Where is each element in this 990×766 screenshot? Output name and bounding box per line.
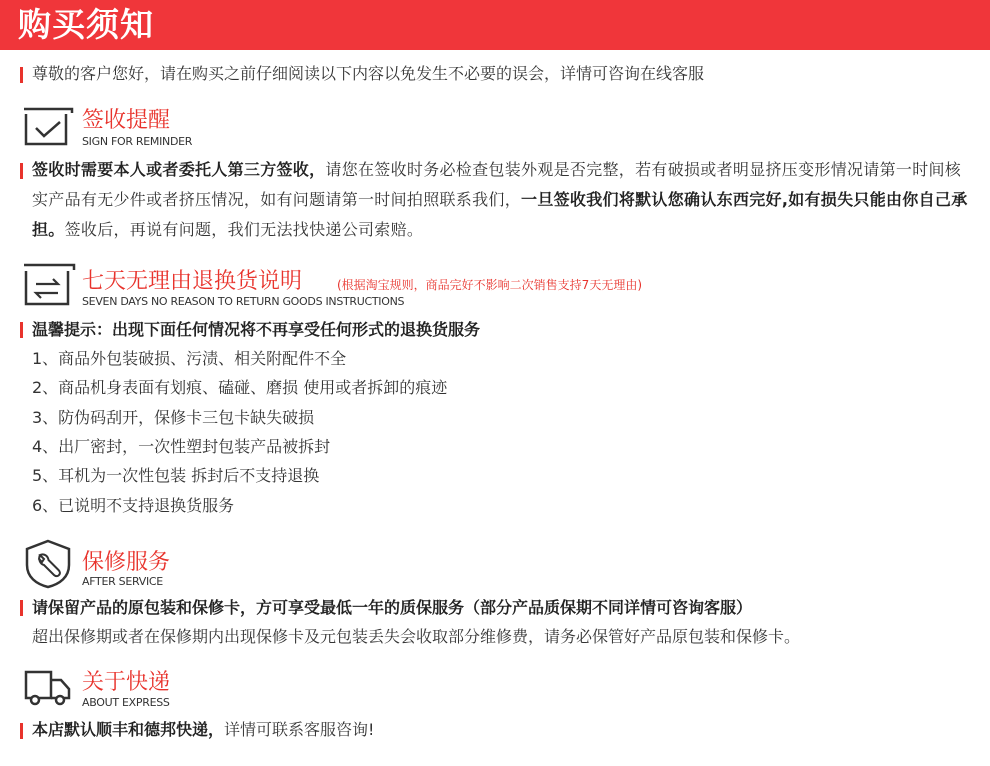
returns-subtitle: SEVEN DAYS NO REASON TO RETURN GOODS INSTRUCTIONS bbox=[82, 295, 405, 308]
sign-bold-1: 签收时需要本人或者委托人第三方签收， bbox=[32, 160, 326, 179]
service-line-1: 请保留产品的原包装和保修卡，方可享受最低一年的质保服务（部分产品质保期不同详情可咨询客服） bbox=[32, 598, 753, 617]
checkbox-tray-icon bbox=[22, 106, 74, 148]
list-item: 3、防伪码刮开，保修卡三包卡缺失破损 bbox=[32, 408, 315, 427]
sign-bold-2: 一旦签收我们将默认您确认东西完好,如有损失只能由你自己承担。 bbox=[32, 190, 968, 239]
express-accent-bar bbox=[20, 723, 23, 739]
service-line-2: 超出保修期或者在保修期内出现保修卡及元包装丢失会收取部分维修费，请务必保管好产品原包装和保修卡。 bbox=[32, 627, 801, 646]
sign-title: 签收提醒 bbox=[82, 108, 171, 133]
service-accent-bar bbox=[20, 600, 23, 616]
page-title: 购买须知 bbox=[18, 5, 154, 44]
return-box-icon bbox=[22, 262, 76, 308]
returns-accent-bar bbox=[20, 322, 23, 338]
list-item: 2、商品机身表面有划痕、磕碰、磨损 使用或者拆卸的痕迹 bbox=[32, 378, 448, 397]
sign-subtitle: SIGN FOR REMINDER bbox=[82, 135, 193, 148]
express-bold: 本店默认顺丰和德邦快递， bbox=[32, 720, 225, 739]
sign-paragraph bbox=[32, 155, 977, 245]
express-text bbox=[32, 720, 374, 740]
service-subtitle: AFTER SERVICE bbox=[82, 575, 163, 588]
header-banner bbox=[0, 0, 990, 50]
express-title: 关于快递 bbox=[82, 670, 171, 695]
service-title: 保修服务 bbox=[82, 550, 171, 575]
wrench-shield-icon bbox=[24, 539, 72, 589]
sign-text-1: 请您在签收时务必检查包装外观是否完整，若有破损或者明显挤压变形情况请第一时间核实产品有无少件或者挤压情况，如有问题请第一时间拍照联系我们， bbox=[32, 160, 962, 209]
returns-title: 七天无理由退换货说明 bbox=[82, 269, 303, 294]
list-item: 1、商品外包装破损、污渍、相关附配件不全 bbox=[32, 349, 347, 368]
truck-icon bbox=[23, 668, 73, 708]
intro-accent-bar bbox=[20, 67, 23, 83]
intro-text: 尊敬的客户您好，请在购买之前仔细阅读以下内容以免发生不必要的误会，详情可咨询在线客服 bbox=[32, 64, 705, 83]
list-item: 6、已说明不支持退换货服务 bbox=[32, 496, 235, 515]
express-plain: 详情可联系客服咨询! bbox=[224, 720, 375, 739]
express-subtitle: ABOUT EXPRESS bbox=[82, 696, 170, 709]
returns-note: (根据淘宝规则，商品完好不影响二次销售支持7天无理由) bbox=[337, 278, 643, 292]
list-item: 5、耳机为一次性包装 拆封后不支持退换 bbox=[32, 466, 320, 485]
returns-tip: 温馨提示：出现下面任何情况将不再享受任何形式的退换货服务 bbox=[32, 320, 481, 339]
sign-accent-bar bbox=[20, 163, 23, 179]
sign-text-2: 签收后，再说有问题，我们无法找快递公司索赔。 bbox=[64, 220, 424, 239]
list-item: 4、出厂密封，一次性塑封包装产品被拆封 bbox=[32, 437, 331, 456]
